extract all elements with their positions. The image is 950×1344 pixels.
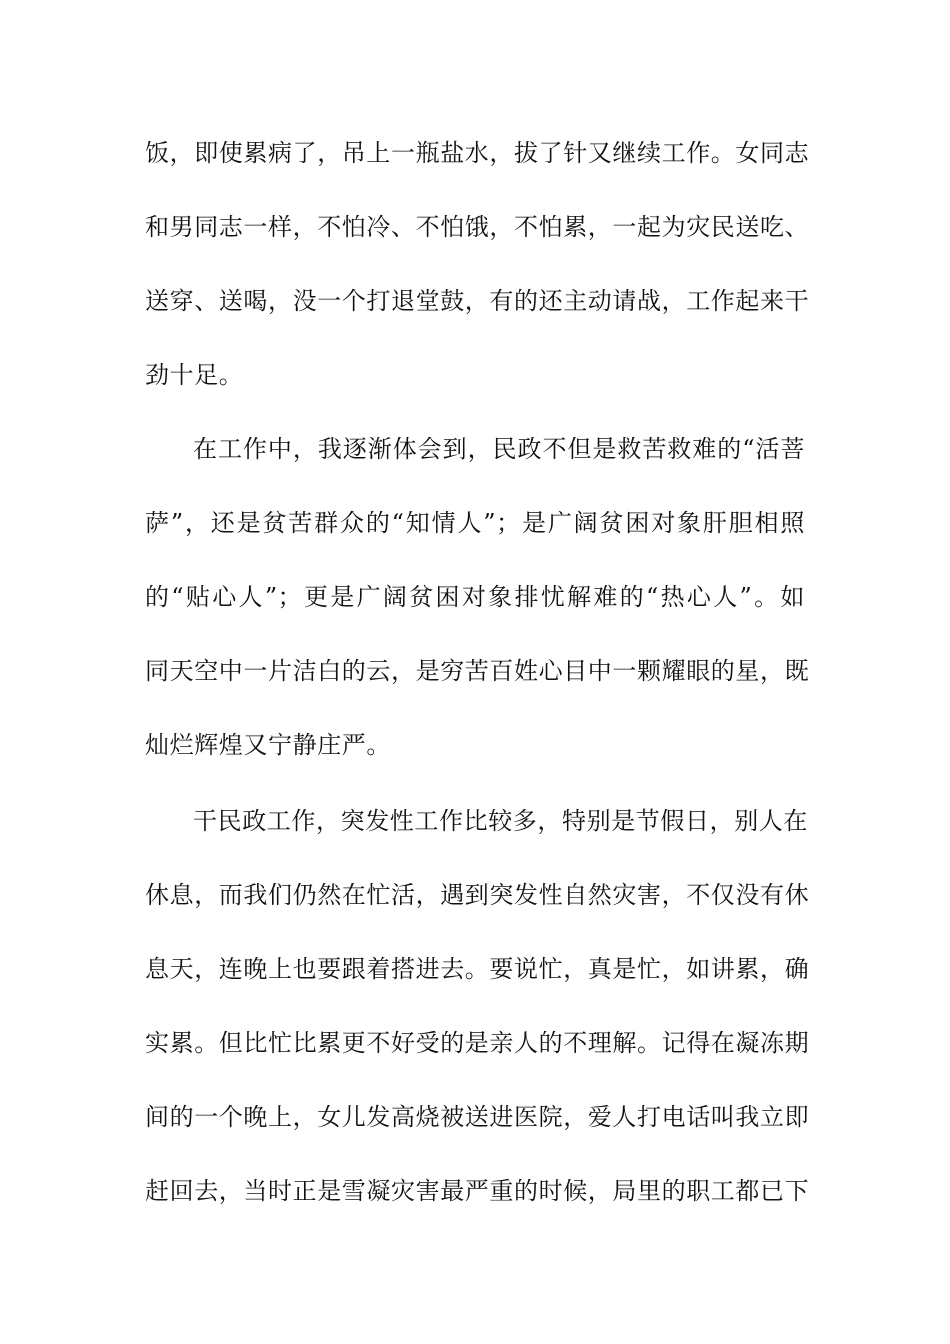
text-line: 赶回去，当时正是雪凝灾害最严重的时候，局里的职工都已下	[145, 1177, 810, 1205]
text-line: 间的一个晚上，女儿发高烧被送进医院，爱人打电话叫我立即	[145, 1103, 810, 1131]
text-line: 同天空中一片洁白的云，是穷苦百姓心目中一颗耀眼的星，既	[145, 657, 810, 685]
text-line: 灿烂辉煌又宁静庄严。	[145, 731, 391, 759]
text-line: 休息，而我们仍然在忙活，遇到突发性自然灾害，不仅没有休	[145, 881, 810, 909]
text-line: 息天，连晚上也要跟着搭进去。要说忙，真是忙，如讲累，确	[145, 955, 810, 983]
text-line: 和男同志一样，不怕冷、不怕饿，不怕累，一起为灾民送吃、	[145, 213, 810, 241]
text-line: 实累。但比忙比累更不好受的是亲人的不理解。记得在凝冻期	[145, 1029, 810, 1057]
text-line: 送穿、送喝，没一个打退堂鼓，有的还主动请战，工作起来干	[145, 287, 810, 315]
text-line: 在工作中，我逐渐体会到，民政不但是救苦救难的“活菩	[193, 435, 805, 463]
text-line: 饭，即使累病了，吊上一瓶盐水，拔了针又继续工作。女同志	[145, 139, 810, 167]
text-line: 萨”，还是贫苦群众的“知情人”；是广阔贫困对象肝胆相照	[145, 509, 805, 537]
text-line: 干民政工作，突发性工作比较多，特别是节假日，别人在	[193, 807, 808, 835]
text-line: 的“贴心人”；更是广阔贫困对象排忧解难的“热心人”。如	[145, 583, 805, 611]
text-line: 劲十足。	[145, 361, 244, 389]
